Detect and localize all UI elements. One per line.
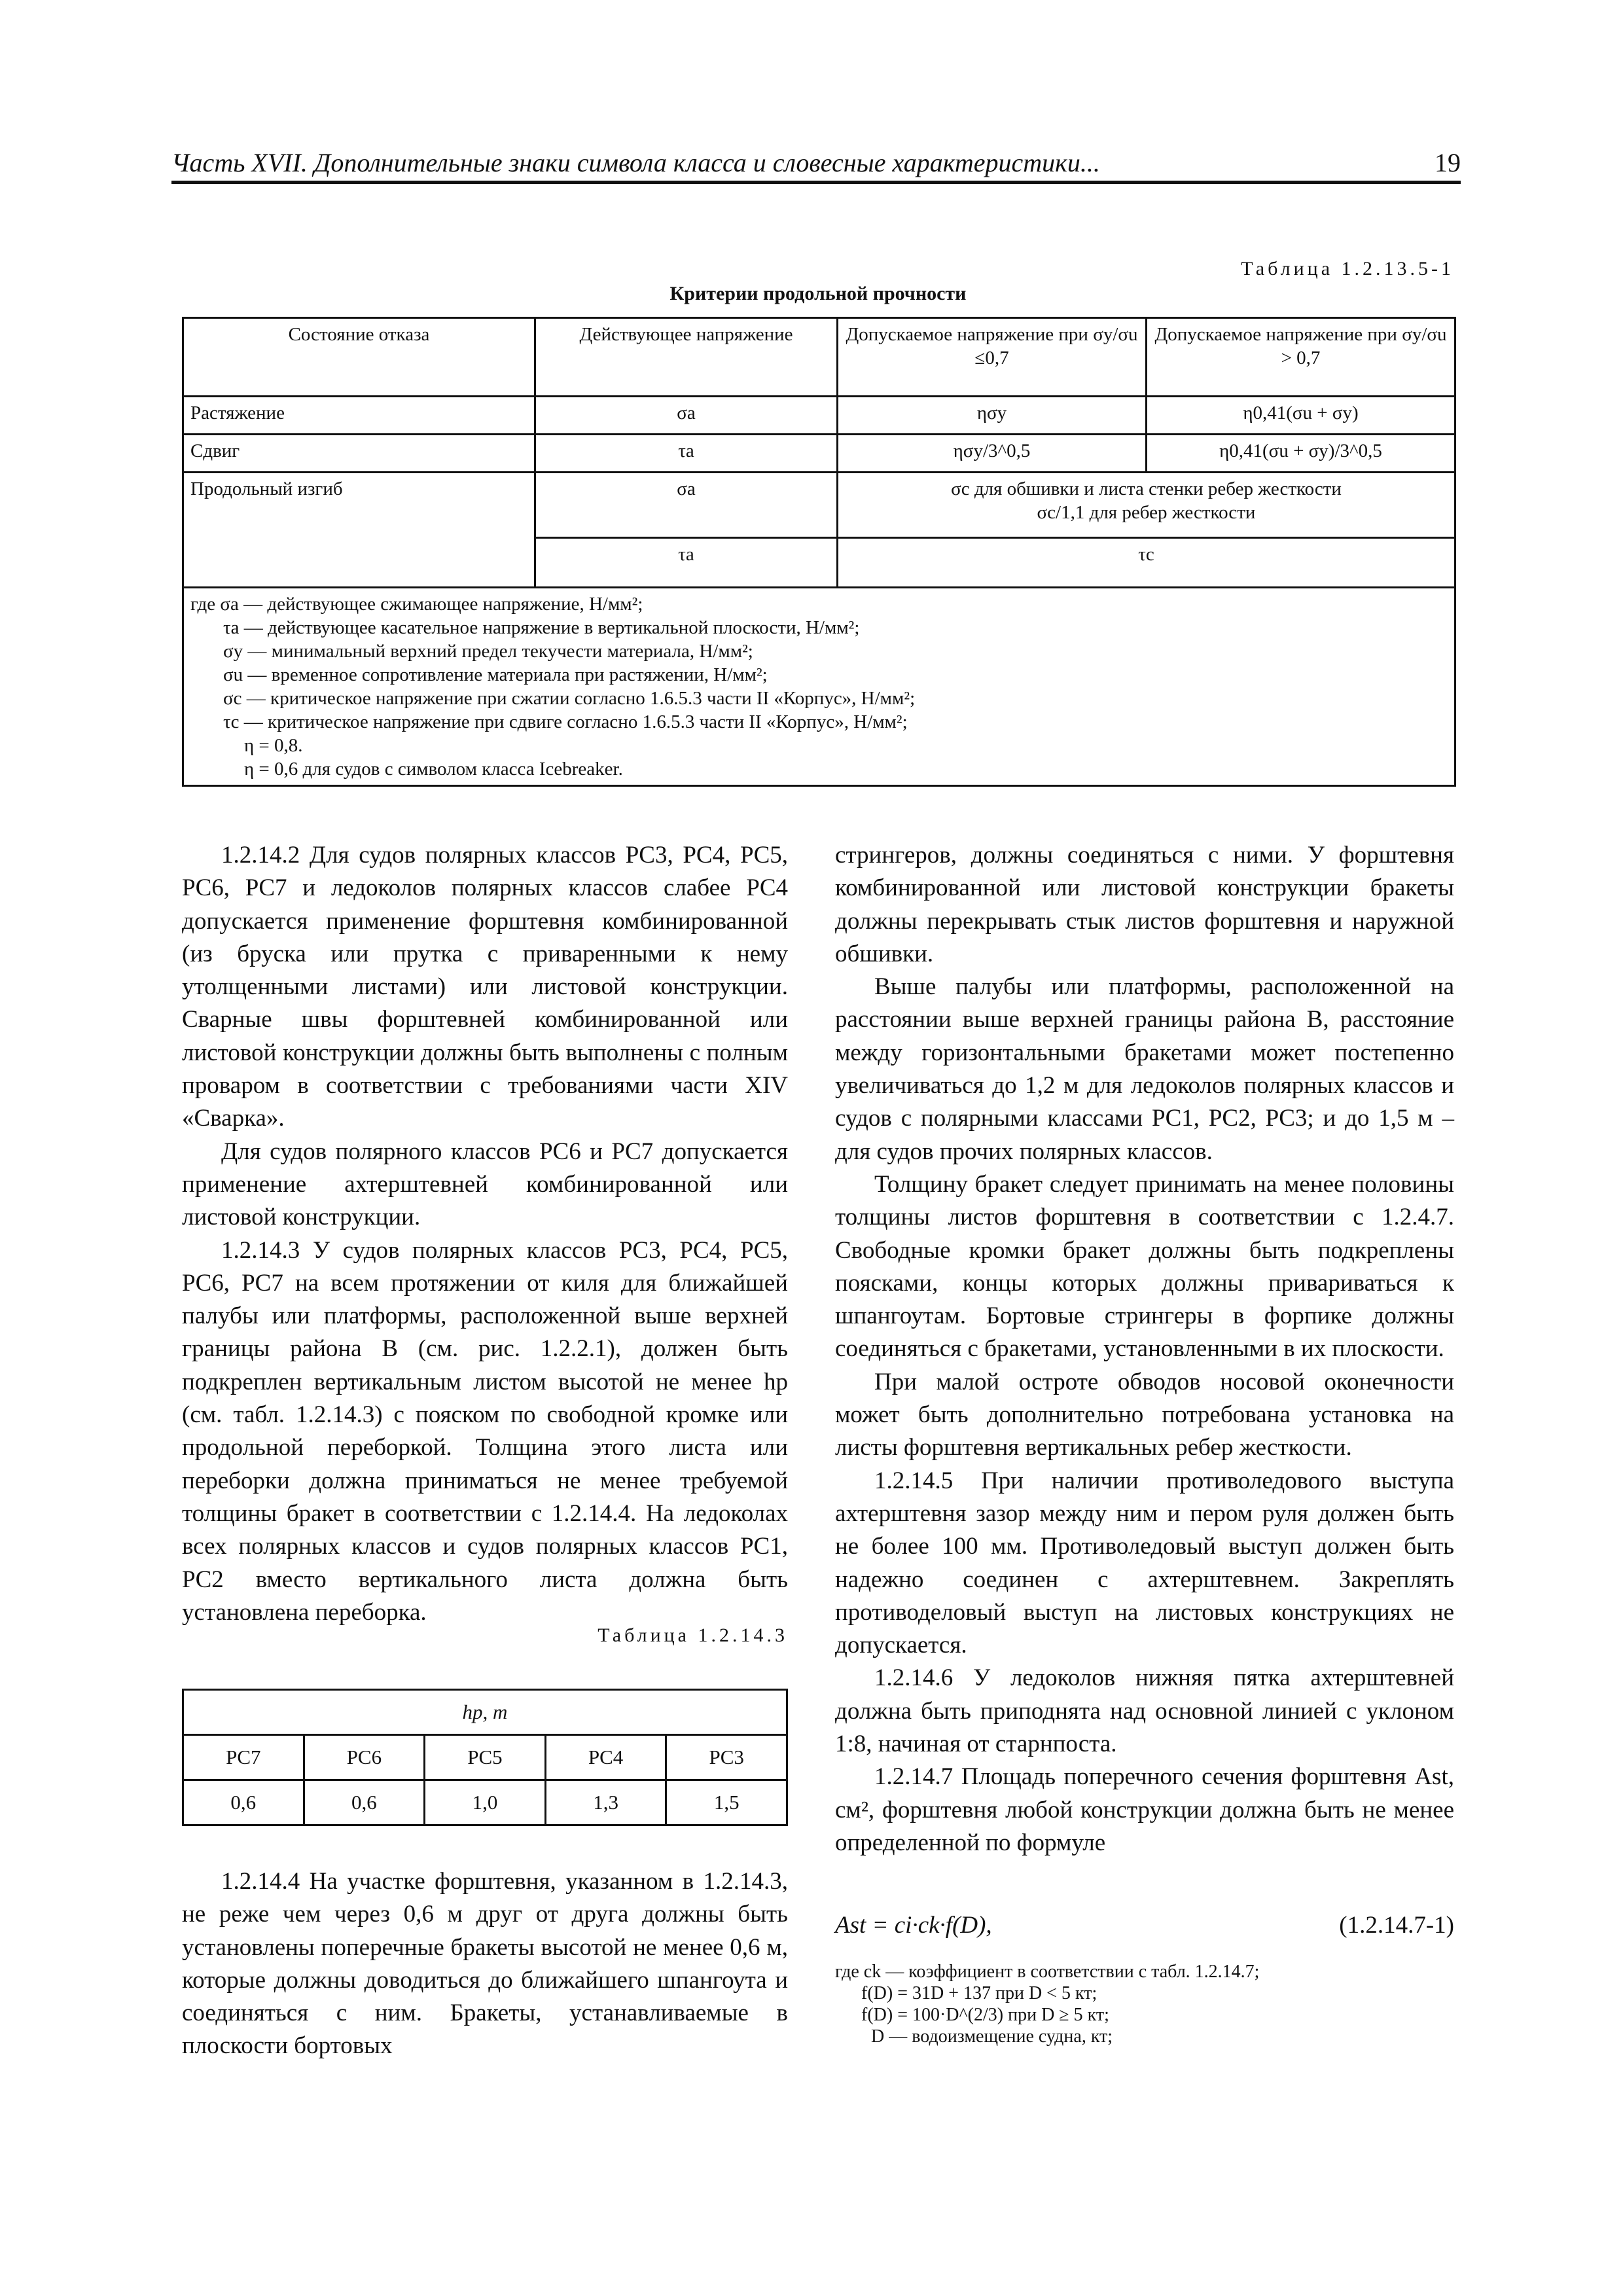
where-line: где ck — коэффициент в соответствии с табл. 1.2.14.7; [835,1962,1260,1982]
legend-line: σc — критическое напряжение при сжатии согласно 1.6.5.3 части II «Корпус», Н/мм²; [223,688,916,709]
value-cell: 1,3 [545,1780,666,1825]
class-cell: PC7 [183,1735,304,1780]
th-allow-high: Допускаемое напряжение при σy/σu > 0,7 [1147,318,1455,397]
th-failure: Состояние отказа [183,318,535,397]
legend-line: σy — минимальный верхний предел текучести материала, Н/мм²; [223,641,753,662]
paragraph: При малой остроте обводов носовой оконечности может быть дополнительно потребована установка на листы форштевня вертикальных ребер жесткости. [835,1368,1454,1462]
formula-number: (1.2.14.7-1) [1339,1912,1454,1939]
paragraph: 1.2.14.5 При наличии противоледового выступа ахтерштевня зазор между ним и пером руля должен быть не более 100 мм. Противоледовый выступ должен быть надежно соединен с ахтерштевнем. Закреплять противоделовый выступ на листовых конструкциях не допускается. [835,1467,1454,1659]
formula-line [835,1911,1454,1944]
paragraph: Выше палубы или платформы, расположенной на расстоянии выше верхней границы района B, расстояние между горизонтальными бракетами может постепенно увеличиваться до 1,2 м для ледоколов полярных классов и судов с полярными классами PC1, PC2, PC3; и до 1,5 м – для судов прочих полярных классов. [835,973,1454,1165]
paragraph: стрингеров, должны соединяться с ними. У форштевня комбинированной или листовой конструкции бракеты должны перекрывать стык листов форштевня и наружной обшивки. [835,842,1454,967]
where-line: D — водоизмещение судна, кт; [871,2026,1113,2047]
class-cell: PC6 [304,1735,425,1780]
cell: ησy/3^0,5 [838,435,1147,473]
legend-line: τc — критическое напряжение при сдвиге согласно 1.6.5.3 части II «Корпус», Н/мм²; [223,711,908,732]
formula: Ast = ci·ck·f(D), [835,1912,992,1939]
paragraph: Для судов полярного классов PC6 и PC7 допускается применение ахтерштевней комбинированной или листовой конструкции. [182,1138,788,1231]
cell-label: Сдвиг [183,435,535,473]
formula-where [835,1961,1454,2047]
cell: η0,41(σu + σy) [1147,397,1455,435]
page-number: 19 [1435,148,1461,177]
table-row [183,1735,787,1780]
left-column-top [182,839,788,1629]
cell-label: Продольный изгиб [183,473,535,588]
table-row [183,435,1455,473]
cell: τa [535,435,838,473]
cell-label: Растяжение [183,397,535,435]
legend-line: η = 0,6 для судов с символом класса Icebreaker. [244,759,623,780]
table1-caption: Таблица 1.2.13.5-1 [1241,258,1454,279]
class-cell: PC3 [666,1735,787,1780]
hp-header: hp, m [183,1690,787,1735]
paragraph: 1.2.14.6 У ледоколов нижняя пятка ахтерштевней должна быть приподнята над основной линией с уклоном 1:8, начиная от старнпоста. [835,1664,1454,1758]
th-allow-low: Допускаемое напряжение при σy/σu ≤0,7 [838,318,1147,397]
paragraph: Толщину бракет следует принимать на менее половины толщины листов форштевня в соответствии с 1.2.4.7. Свободные кромки бракет должны быть подкреплены поясками, концы которых должны привариваться к шпангоутам. Бортовые стрингеры в форпике должны соединяться с бракетами, установленными в их плоскости. [835,1170,1454,1363]
table-row [183,1780,787,1825]
legend-line: где σa — действующее сжимающее напряжение, Н/мм²; [190,594,643,615]
th-stress: Действующее напряжение [535,318,838,397]
class-cell: PC5 [425,1735,546,1780]
criteria-table [182,317,1456,787]
running-title: Часть XVII. Дополнительные знаки символа класса и словесные характеристики... [171,148,1100,177]
cell [838,473,1455,538]
paragraph: 1.2.14.3 У судов полярных классов PC3, PC4, PC5, PC6, PC7 на всем протяжении от киля для ближайшей палубы или платформы, расположенной выше верхней границы района B (см. рис. 1.2.2.1), должен быть подкреплен вертикальным листом высотой не менее hp (см. табл. 1.2.14.3) с пояском по свободной кромке или продольной переборкой. Толщина этого листа или переборки должна приниматься не менее требуемой толщины бракет в соответствии с 1.2.14.4. На ледоколах всех полярных классов и судов полярных классов PC1, PC2 вместо вертикального листа должна быть установлена переборка. [182,1236,788,1626]
cell: η0,41(σu + σy)/3^0,5 [1147,435,1455,473]
legend-line: η = 0,8. [244,735,303,756]
table2-caption: Таблица 1.2.14.3 [597,1624,788,1646]
right-column [835,839,1454,1859]
cell: τc [838,538,1455,588]
table1-title: Критерии продольной прочности [669,283,967,304]
left-column-bottom [182,1865,788,2063]
cell: τa [535,538,838,588]
legend-line: τa — действующее касательное напряжение в вертикальной плоскости, Н/мм²; [223,617,860,638]
table-row [183,397,1455,435]
value-cell: 0,6 [304,1780,425,1825]
class-cell: PC4 [545,1735,666,1780]
where-line: f(D) = 100·D^(2/3) при D ≥ 5 кт; [861,2005,1109,2025]
value-cell: 0,6 [183,1780,304,1825]
where-line: f(D) = 31D + 137 при D < 5 кт; [861,1983,1097,2003]
value-cell: 1,5 [666,1780,787,1825]
table-legend [183,588,1455,786]
header-rule [171,181,1461,184]
hp-table [182,1689,788,1826]
paragraph: 1.2.14.2 Для судов полярных классов PC3, PC4, PC5, PC6, PC7 и ледоколов полярных классов слабее PC4 допускается применение форштевня комбинированной (из бруска или прутка с приваренными к нему утолщенными листами) или листовой конструкции. Сварные швы форштевней комбинированной или листовой конструкции должны быть выполнены с полным проваром в соответствии с требованиями части XIV «Сварка». [182,842,788,1132]
legend-line: σu — временное сопротивление материала при растяжении, Н/мм²; [223,664,768,685]
page-header [171,147,1461,179]
table-row [183,473,1455,538]
cell: ησy [838,397,1147,435]
value-cell: 1,0 [425,1780,546,1825]
cell: σa [535,473,838,538]
cell: σa [535,397,838,435]
paragraph: 1.2.14.4 На участке форштевня, указанном в 1.2.14.3, не реже чем через 0,6 м друг от друга должны быть установлены поперечные бракеты высотой не менее 0,6 м, которые должны доводиться до ближайшего шпангоута и соединяться с ним. Бракеты, устанавливаемые в плоскости бортовых [182,1868,788,2060]
paragraph: 1.2.14.7 Площадь поперечного сечения форштевня Ast, см², форштевня любой конструкции должна быть не менее определенной по формуле [835,1763,1454,1856]
cell-line: σc для обшивки и листа стенки ребер жесткости [951,478,1342,499]
cell-line: σc/1,1 для ребер жесткости [1037,502,1256,523]
